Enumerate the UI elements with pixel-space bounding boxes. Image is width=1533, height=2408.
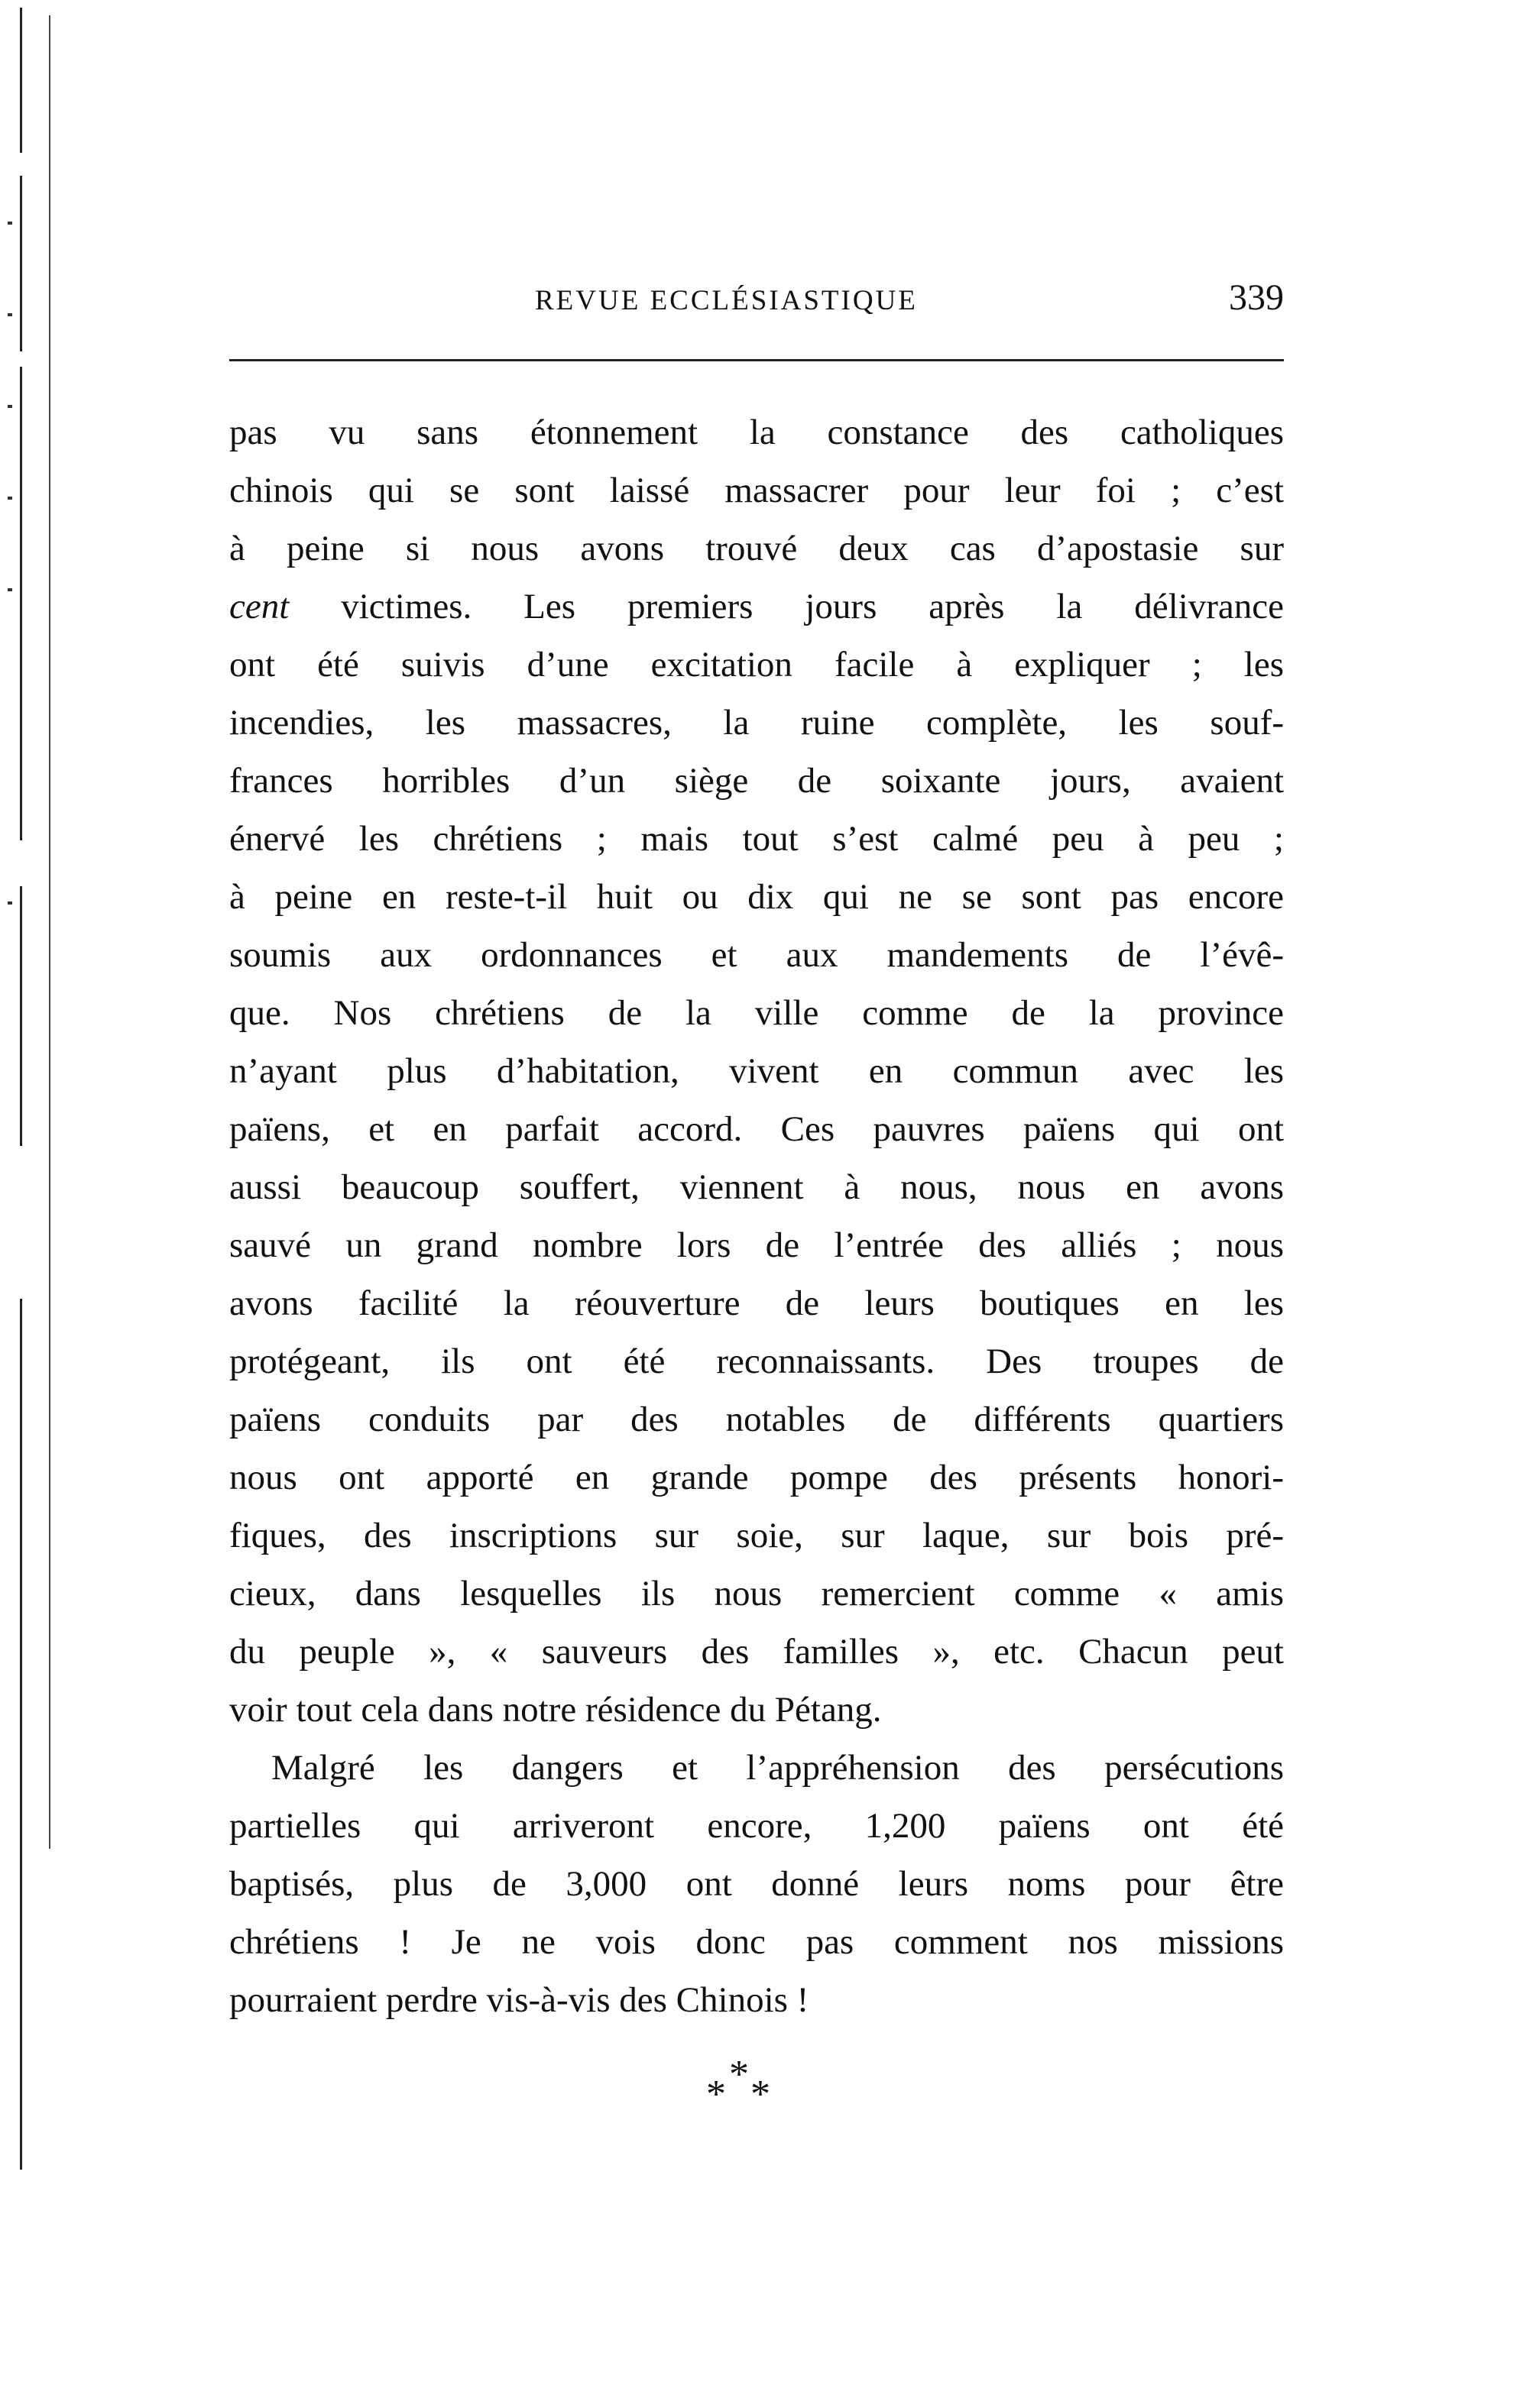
text-line: sauvé un grand nombre lors de l’entrée des alliés ; nous (229, 1225, 1284, 1265)
header-rule (229, 359, 1284, 361)
scan-edge-tick (8, 313, 12, 316)
text-line: voir tout cela dans notre résidence du Pétang. (229, 1690, 882, 1730)
scan-edge-mark (20, 8, 22, 153)
running-head: REVUE ECCLÉSIASTIQUE (535, 285, 918, 316)
text-line: ont été suivis d’une excitation facile à expliquer ; les (229, 645, 1284, 685)
paragraph-first-line: Malgré les dangers et l’appréhension des persécutions (271, 1748, 1284, 1788)
text-line: aussi beaucoup souffert, viennent à nous, nous en avons (229, 1167, 1284, 1207)
asterisk-mark: * (729, 2053, 749, 2096)
page-number: 339 (1229, 277, 1284, 318)
text-line: avons facilité la réouverture de leurs boutiques en les (229, 1283, 1284, 1323)
text-line: païens conduits par des notables de différents quartiers (229, 1400, 1284, 1439)
asterisk-mark: * (750, 2073, 770, 2116)
text-line: chrétiens ! Je ne vois donc pas comment nos missions (229, 1922, 1284, 1962)
text-line: énervé les chrétiens ; mais tout s’est calmé peu à peu ; (229, 819, 1284, 859)
text-line: que. Nos chrétiens de la ville comme de la province (229, 993, 1284, 1033)
text-line: à peine en reste-t-il huit ou dix qui ne se sont pas encore (229, 877, 1284, 917)
scan-edge-tick (8, 497, 12, 500)
text-line: cieux, dans lesquelles ils nous remercient comme « amis (229, 1574, 1284, 1613)
text-line: pourraient perdre vis-à-vis des Chinois ! (229, 1980, 809, 2020)
text-line: fiques, des inscriptions sur soie, sur laque, sur bois pré- (229, 1516, 1284, 1555)
text-line: partielles qui arriveront encore, 1,200 païens ont été (229, 1806, 1284, 1846)
asterisk-mark: * (706, 2073, 726, 2116)
scan-edge-mark (20, 367, 22, 840)
scan-edge-tick (8, 901, 12, 905)
text-line: frances horribles d’un siège de soixante jours, avaient (229, 761, 1284, 801)
scan-edge-tick (8, 588, 12, 591)
text-line-with-italic (229, 578, 1284, 636)
page-header (229, 277, 1284, 330)
text-line-rest: victimes. Les premiers jours après la délivrance (341, 587, 1284, 626)
italic-word: cent (229, 587, 290, 626)
scan-edge-mark (49, 15, 50, 1849)
text-line: à peine si nous avons trouvé deux cas d’apostasie sur (229, 529, 1284, 568)
text-line: protégeant, ils ont été reconnaissants. Des troupes de (229, 1342, 1284, 1381)
text-line: païens, et en parfait accord. Ces pauvres païens qui ont (229, 1109, 1284, 1149)
scan-edge-tick (8, 405, 12, 408)
scan-edge-mark (20, 1299, 22, 2170)
text-line: nous ont apporté en grande pompe des présents honori- (229, 1458, 1284, 1497)
scan-edge-mark (20, 886, 22, 1146)
text-line: chinois qui se sont laissé massacrer pour leur foi ; c’est (229, 471, 1284, 510)
text-line: n’ayant plus d’habitation, vivent en commun avec les (229, 1051, 1284, 1091)
text-line: soumis aux ordonnances et aux mandements de l’évê- (229, 935, 1284, 975)
scan-edge-tick (8, 222, 12, 225)
scan-edge-mark (20, 176, 22, 351)
text-line: baptisés, plus de 3,000 ont donné leurs noms pour être (229, 1864, 1284, 1904)
body-text (229, 403, 1284, 2029)
asterism-ornament (703, 2055, 779, 2116)
text-line: pas vu sans étonnement la constance des catholiques (229, 413, 1284, 452)
text-line: du peuple », « sauveurs des familles », etc. Chacun peut (229, 1632, 1284, 1672)
text-line: incendies, les massacres, la ruine complète, les souf- (229, 703, 1284, 743)
